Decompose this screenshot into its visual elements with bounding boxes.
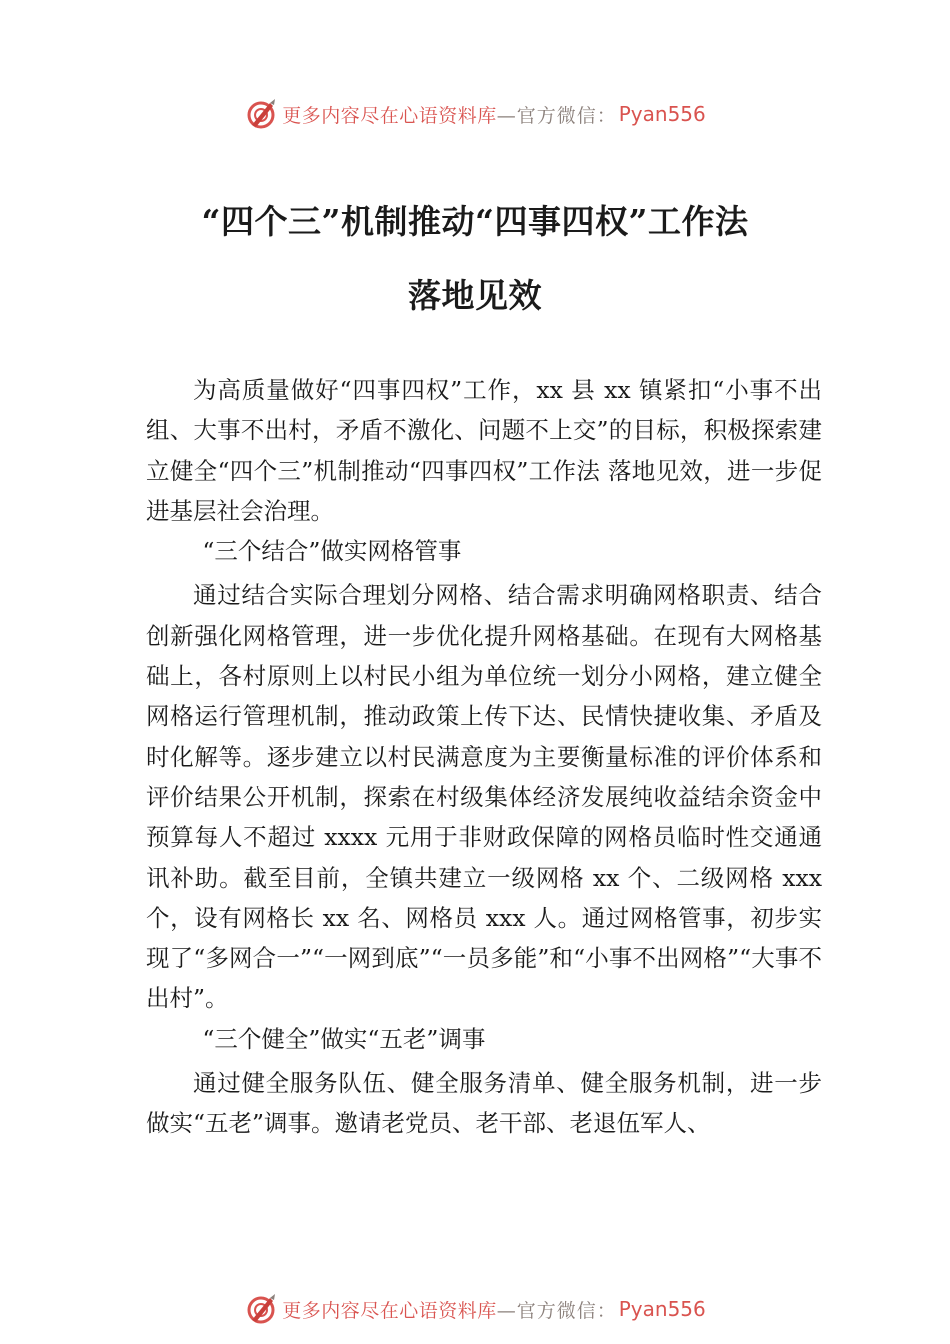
document-title-line2: 落地见效 [408,276,542,315]
banner-wechat-label: —官方微信： [496,104,617,127]
section1-heading: “三个结合”做实网格管事 [202,537,462,566]
quill-pen-logo-icon [244,1292,278,1326]
document-body [146,370,822,1144]
banner-wechat-id: Pyan556 [618,102,706,126]
section2-heading: “三个健全”做实“五老”调事 [202,1024,486,1053]
quill-pen-logo-icon [244,97,278,131]
section1-paragraph: 通过结合实际合理划分网格、结合需求明确网格职责、结合创新强化网格管理，进一步优化提升网格基础。在现有大网格基础上，各村原则上以村民小组为单位统一划分小网格，建立健全网格运行管理机制，推动政策上传下达、民情快捷收集、矛盾及时化解等。逐步建立以村民满意度为主要衡量标准的评价体系和评价结果公开机制，探索在村级集体经济发展纯收益结余资金中预算每人不超过 xxxx 元用于非财政保障的网格员临时性交通通讯补助。截至目前，全镇共建立一级网格 xx 个、二级网格 xxx 个，设有网格长 xx 名、网格员 xxx 人。通过网格管事，初步实现了“多网合一”“一网到底”“一员多能”和“小事不出网格”“大事不出村”。 [146,581,822,1013]
banner-library-text: 更多内容尽在心语资料库 [282,104,497,127]
section2-paragraph: 通过健全服务队伍、健全服务清单、健全服务机制，进一步做实“五老”调事。邀请老党员、老干部、老退伍军人、 [146,1069,822,1138]
bottom-watermark-banner [0,1289,950,1329]
top-watermark-banner [0,94,950,134]
banner-wechat-id: Pyan556 [618,1297,706,1321]
banner-library-text: 更多内容尽在心语资料库 [282,1299,497,1322]
document-title-line1: “四个三”机制推动“四事四权”工作法 [201,202,749,241]
banner-wechat-label: —官方微信： [496,1299,617,1322]
intro-paragraph: 为高质量做好“四事四权”工作，xx 县 xx 镇紧扣“小事不出组、大事不出村，矛盾不激化、问题不上交”的目标，积极探索建立健全“四个三”机制推动“四事四权”工作法 落地见效，进一步促进基层社会治理。 [146,376,822,525]
